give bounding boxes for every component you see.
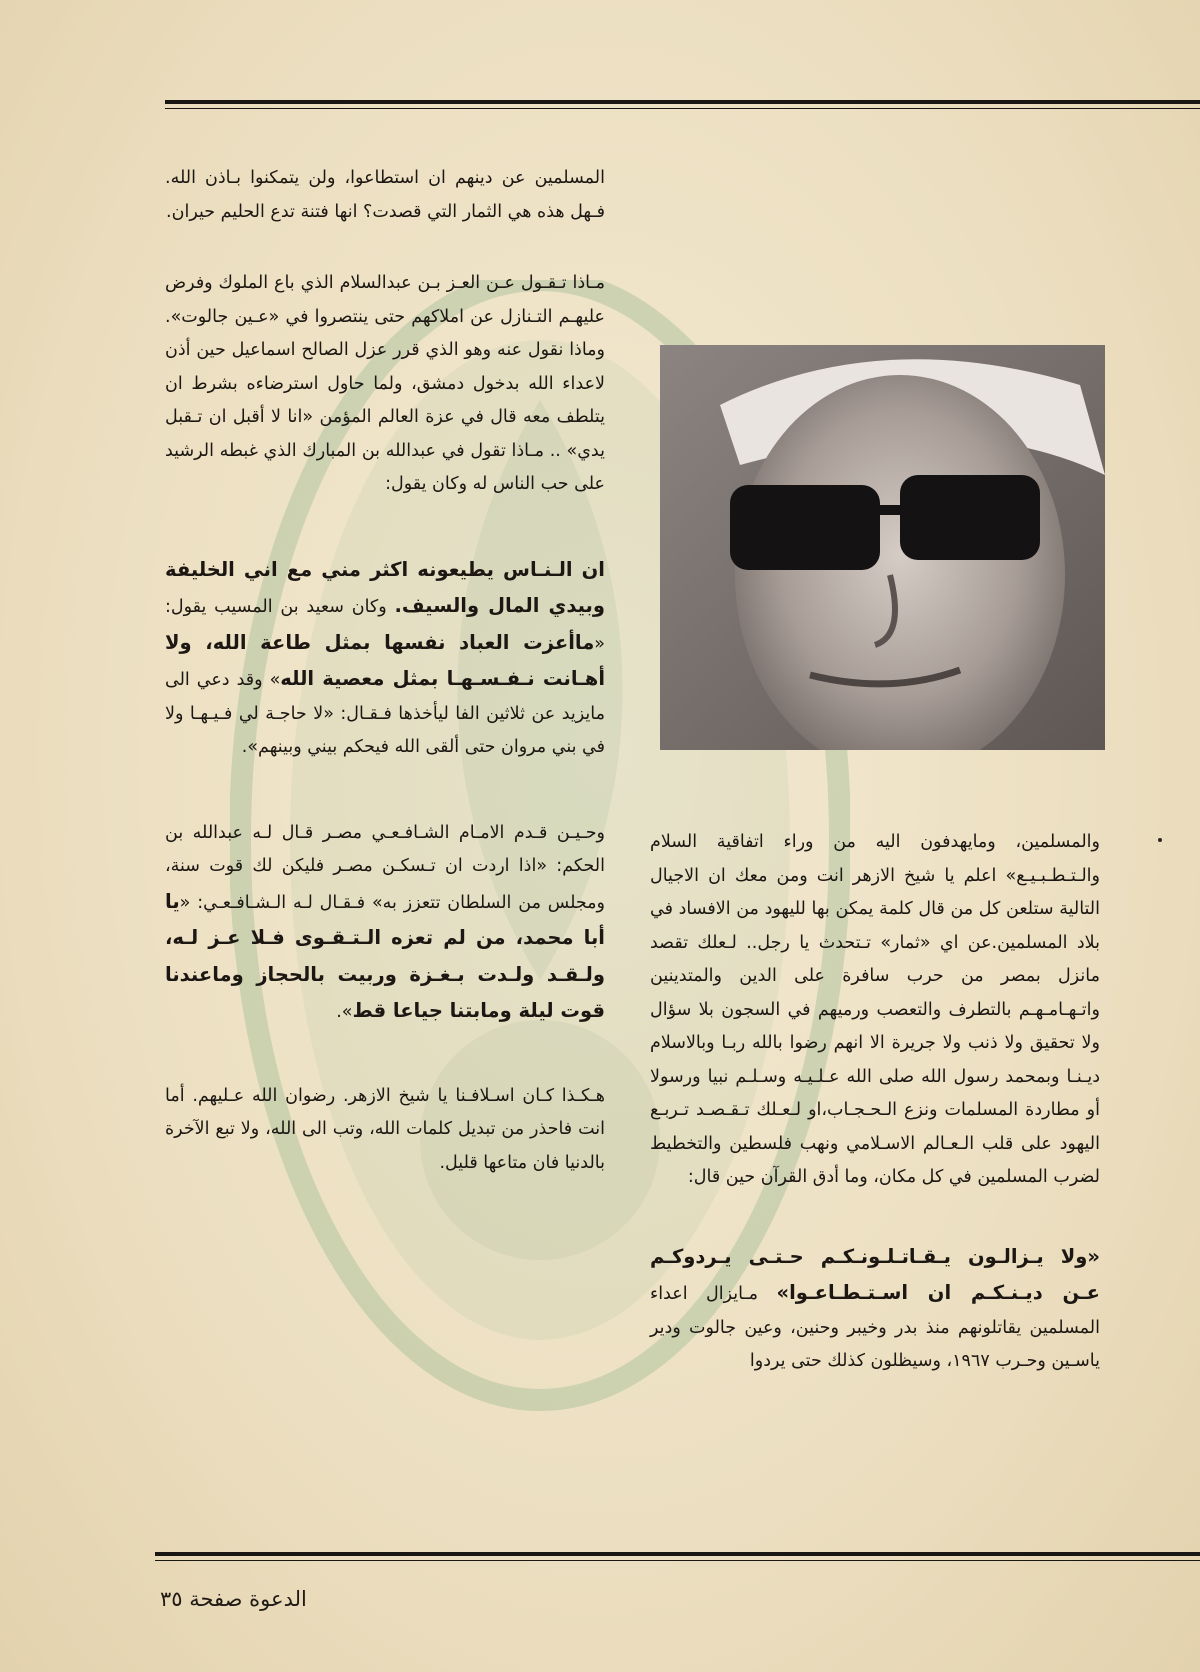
left-paragraph-4: هـكـذا كـان اسـلافـنا يا شيخ الازهر. رضوان الله عـليهم. أما انت فاحذر من تبديل كلمات الله، وتب الى الله، ولا تبع الآخرة بالدنيا فان متاعها قليل. (165, 1085, 605, 1173)
portrait-photo (660, 345, 1105, 750)
quran-quote: «ولا يـزالـون يـقـاتـلـونـكـم حـتـى يـردوكـم عـن ديـنـكـم ان اسـتـطـاعـوا» (650, 1244, 1100, 1304)
top-rule-thin (165, 108, 1200, 109)
quote-connector-a: وكان سعيد بن المسيب يقول: « (165, 597, 605, 654)
quote-connector-b: » وقد دعي الى مايزيد عن ثلاثين الفا ليأخذها فـقـال: «لا حاجـة لي فـيـهـا ولا في بني مروان حتى ألقى الله فيحكم بيني وبينهم». (165, 670, 605, 757)
shafii-end: ». (336, 1002, 353, 1022)
quote-caliph: ان الـنـاس يطيعونه اكثر مني مع اني الخليفة وبيدي المال والسيف. (165, 557, 605, 617)
top-rule-thick (165, 100, 1200, 104)
left-shafii-block (165, 817, 605, 1030)
portrait-photo-icon (660, 345, 1105, 750)
right-quote-paragraph (650, 1239, 1100, 1379)
shafii-quote: يا أبا محمد، من لم تعزه الـتـقـوى فـلا عـز لـه، ولـقـد ولـدت بـغـزة وربيت بالحجاز وماعندنا قوت ليلة ومابتنا جياعا قط (165, 889, 605, 1022)
quote-ibn-musayyib: ماأعزت العباد نفسها بمثل طاعة الله، ولا أهـانت نـفـسـهـا بمثل معصية الله (165, 630, 606, 690)
right-quote-text: مـايزال اعداء المسلمين يقاتلونهم منذ بدر وخيبر وحنين، وعين جالوت ودير ياسـين وحـرب ١٩٦٧، وسيظلون كذلك حتى يردوا (650, 1284, 1100, 1371)
bottom-rule-thick (155, 1552, 1200, 1556)
page-footer-label: الدعوة صفحة ٣٥ (160, 1587, 307, 1611)
bottom-rule-thin (155, 1560, 1200, 1561)
right-column (650, 826, 1100, 1379)
left-paragraph-2: مـاذا تـقـول عـن العـز بـن عبدالسلام الذي باع الملوك وفرض عليهـم التـنازل عن املاكهم حتى ينتصروا في «عـين جالوت». وماذا نقول عنه وهو الذي قرر عزل الصالح اسماعيل حين أذن لاعداء الله بدخول دمشق، ولما حاول استرضاءه بشرط ان يتلطف معه قال في عزة العالم المؤمن «انا لا أقبل ان تـقبل يدي» .. مـاذا تقول في عبدالله بن المبارك الذي غبطه الرشيد على حب الناس له وكان يقول: (165, 273, 605, 494)
left-paragraph-1: المسلمين عن دينهم ان استطاعوا، ولن يتمكنوا بـاذن الله. فـهل هذه هي الثمار التي قصدت؟ انها فتنة تدع الحليم حيران. (165, 168, 605, 222)
margin-dot (1158, 838, 1162, 842)
left-column (165, 162, 605, 1180)
right-paragraph-1: والمسلمين، ومايهدفون اليه من وراء اتفاقية السلام والـتـطـبـيـع» اعلم يا شيخ الازهر انت ومن معك ان الاجيال التالية ستلعن كل من قال كلمة يمكن بها لليهود من الافساد في بلاد المسلمين.عن اي «ثمار» تـتحدث يا رجل.. لـعلك تقصد مانزل بمصر من حرب سافرة على الدين والمتدينين واتـهـامـهـم بالتطرف والتعصب ورميهم في السجون بلا سؤال ولا تحقيق ولا ذنب ولا جريرة الا انهم رضوا بالله ربـا وبالاسلام ديـنـا وبمحمد رسول الله صلى الله عـلـيـه وسـلـم نبيا ورسولا أو مطاردة المسلمات ونزع الـحـجـاب،او لـعـلك تـقـصـد تـربـع اليهود على قلب الـعـالم الاسـلامي ونهب فلسطين والتخطيط لضرب المسلمين في كل مكان، وما أدق القرآن حين قال: (650, 832, 1100, 1187)
left-quote-block (165, 552, 605, 765)
shafii-intro: وحـيـن قـدم الامـام الشـافـعـي مصـر قـال لـه عبدالله بن الحكم: «اذا اردت ان تـسكـن مصـر فليكن لك قوت سنة، ومجلس من السلطان تتعزز به» فـقـال لـه الـشـافـعـي: « (165, 822, 605, 913)
